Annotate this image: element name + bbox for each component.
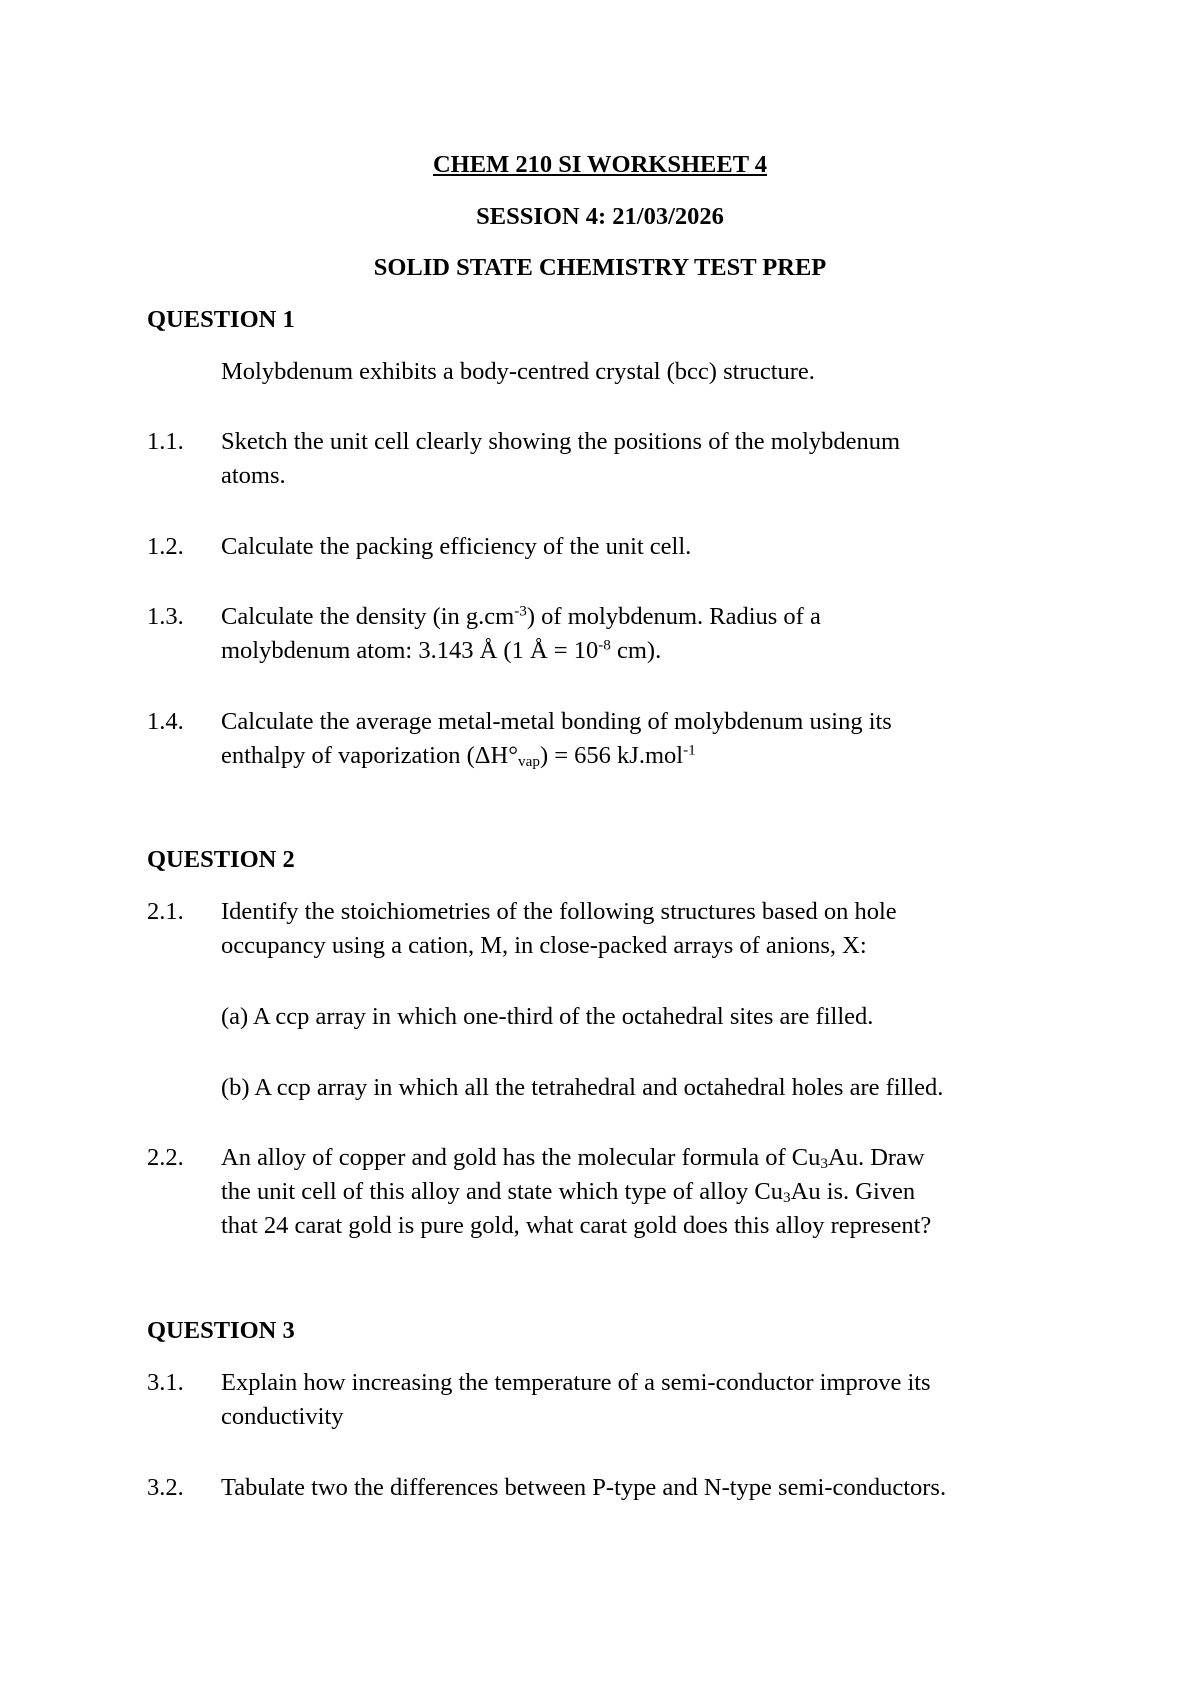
item-1-1-line-2: atoms.	[221, 462, 286, 489]
item-2-1-part-a-text: (a) A ccp array in which one-third of the octahedral sites are filled.	[221, 1003, 874, 1030]
question-1-intro-text: Molybdenum exhibits a body-centred crystal (bcc) structure.	[221, 358, 815, 385]
item-1-4-line-2: enthalpy of vaporization $(\Delta H^\circ_{vap}) = 656$ kJ.mol$^{-1}$	[221, 741, 696, 771]
item-1-3-line-1: Calculate the density (in $g.cm^{-3}$) of molybdenum. Radius of a	[221, 602, 821, 630]
item-2-1-line-2: occupancy using a cation, M, in close-packed arrays of anions, X:	[221, 932, 867, 959]
item-3-1-number: 3.1.	[147, 1369, 184, 1396]
item-1-1-number: 1.1.	[147, 428, 184, 455]
question-3-heading: QUESTION 3	[147, 1317, 295, 1344]
item-3-2-line-1: Tabulate two the differences between P-type and N-type semi-conductors.	[221, 1474, 947, 1501]
item-2-2-line-2: the unit cell of this alloy and state which type of alloy $Cu_3Au$ is. Given	[221, 1178, 916, 1207]
item-3-2-text	[221, 1471, 1121, 1505]
item-2-1-number: 2.1.	[147, 898, 184, 925]
item-2-1-part-b	[221, 1071, 1121, 1105]
item-2-1-part-b-text: (b) A ccp array in which all the tetrahedral and octahedral holes are filled.	[221, 1074, 944, 1101]
item-3-1-line-2: conductivity	[221, 1403, 344, 1430]
item-2-2-line-1: An alloy of copper and gold has the molecular formula of $Cu_3Au$. Draw	[221, 1144, 925, 1173]
item-2-1-part-a	[221, 1000, 1121, 1034]
item-1-3-line-2: molybdenum atom: 3.143 Å (1 Å = $10^{-8}$ cm).	[221, 636, 662, 664]
item-1-2-number: 1.2.	[147, 533, 184, 560]
question-1-heading: QUESTION 1	[147, 306, 295, 333]
topic-line: SOLID STATE CHEMISTRY TEST PREP	[373, 254, 827, 281]
item-2-2-text	[221, 1141, 1121, 1243]
item-1-3-number: 1.3.	[147, 603, 184, 630]
item-3-1-text	[221, 1366, 1121, 1434]
item-1-1-line-1: Sketch the unit cell clearly showing the positions of the molybdenum	[221, 428, 901, 455]
question-2-heading: QUESTION 2	[147, 846, 295, 873]
item-1-4-text	[221, 705, 1121, 773]
item-2-1-text	[221, 895, 1121, 963]
item-3-2-number: 3.2.	[147, 1474, 184, 1501]
item-2-2-line-3: that 24 carat gold is pure gold, what carat gold does this alloy represent?	[221, 1212, 932, 1239]
question-1-intro	[221, 355, 1121, 389]
item-2-2-number: 2.2.	[147, 1144, 184, 1171]
item-1-4-line-1: Calculate the average metal-metal bonding of molybdenum using its	[221, 708, 892, 735]
item-2-1-line-1: Identify the stoichiometries of the following structures based on hole	[221, 898, 897, 925]
item-3-1-line-1: Explain how increasing the temperature of a semi-conductor improve its	[221, 1369, 931, 1396]
item-1-4-number: 1.4.	[147, 708, 184, 735]
item-1-1-text	[221, 425, 1121, 493]
worksheet-title: CHEM 210 SI WORKSHEET 4	[432, 151, 767, 178]
session-line: SESSION 4: 21/03/2026	[476, 203, 724, 230]
item-1-3-text	[221, 600, 1121, 668]
item-1-2-line-1: Calculate the packing efficiency of the unit cell.	[221, 533, 692, 560]
item-1-2-text	[221, 530, 1121, 564]
